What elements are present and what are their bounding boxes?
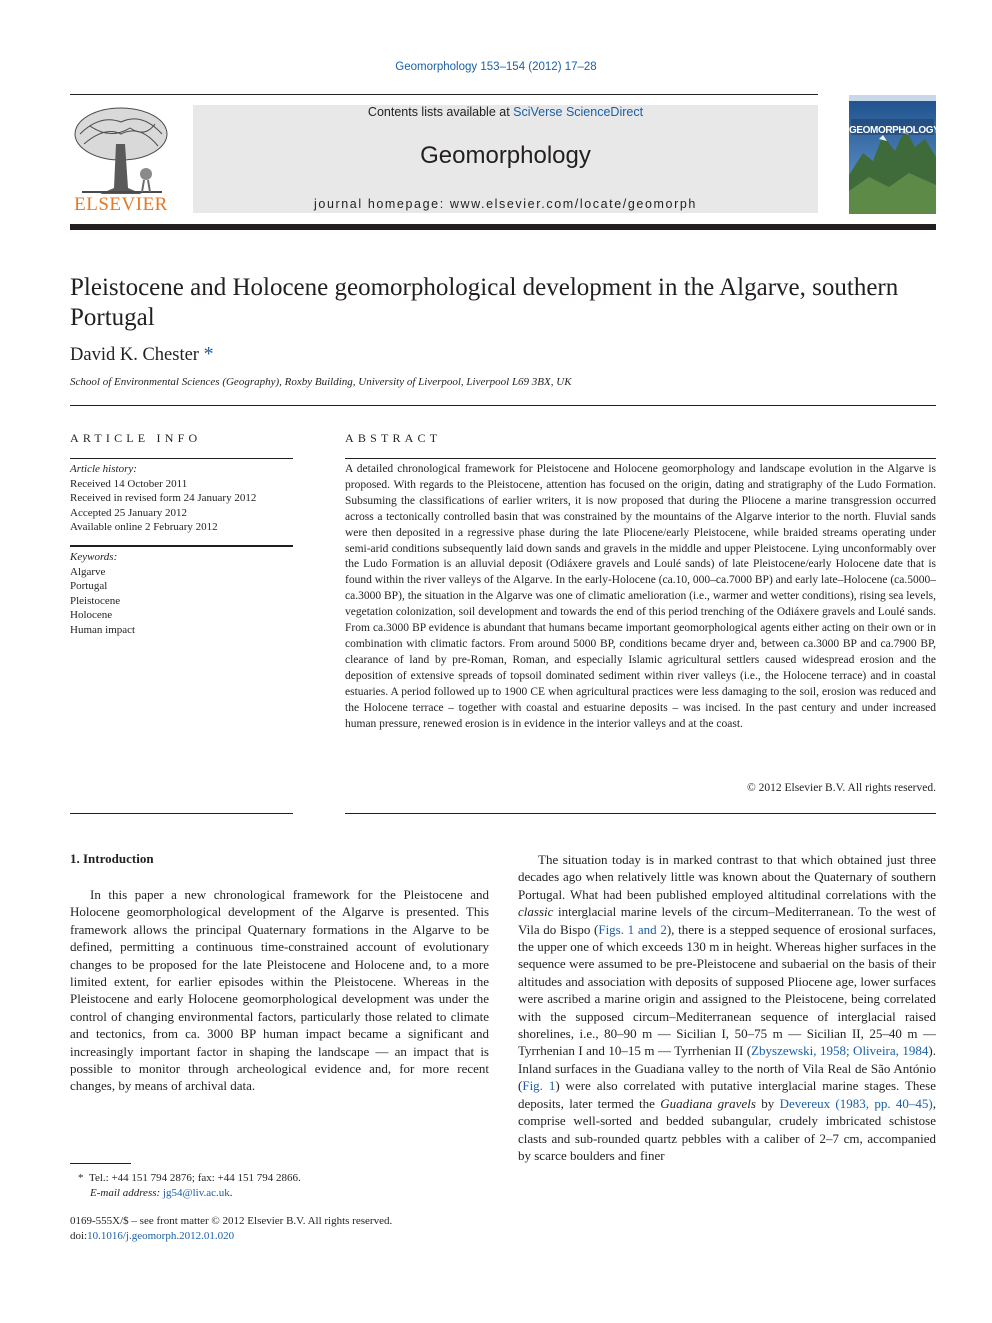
abstract-heading: ABSTRACT [345, 431, 442, 445]
footnote-email-suffix: . [229, 1187, 233, 1199]
history-item: Received 14 October 2011 [70, 477, 188, 490]
journal-citation-link[interactable] [0, 61, 992, 73]
issn-line: 0169-555X/$ – see front matter © 2012 Elsevier B.V. All rights reserved. [70, 1215, 393, 1227]
title-divider [70, 405, 936, 406]
journal-homepage-link[interactable]: journal homepage: www.elsevier.com/locate/geomorph [314, 197, 697, 211]
figure-reference-link[interactable]: Figs. 1 and 2 [598, 921, 667, 937]
footnote-mark: * [78, 1172, 84, 1184]
journal-cover-title: GEOMORPHOLOGY [849, 125, 940, 136]
keyword-item: Human impact [70, 623, 136, 636]
contents-available-line [193, 105, 818, 119]
history-divider [70, 545, 293, 547]
keyword-item: Portugal [70, 580, 108, 592]
elsevier-wordmark: ELSEVIER [74, 194, 168, 215]
body-text-run: , comprise well-sorted and bedded subangular, crudely imbricated schistose clasts and sub-rounded quartz pebbles with a caliber of 2–7 cm, accompanied by scarce boulders and finer [518, 1095, 937, 1163]
figure-reference-link[interactable]: Fig. 1 [522, 1078, 556, 1094]
author-line [70, 343, 214, 366]
body-text-run: by [755, 1095, 780, 1111]
introduction-paragraph-2 [518, 851, 936, 1164]
abstract-rule [345, 458, 936, 459]
introduction-paragraph-1: In this paper a new chronological framework for the Pleistocene and Holocene geomorphological development of the Algarve is presented. This framework allows the principal Quaternary formations in the Algarve to be defined, permitting a continuous time-constrained account of evolutionary changes to be proposed for the late Pleistocene and Holocene and, to a more limited extent, for earlier episodes within the Pleistocene. Whereas in the Pleistocene and early Holocene geomorphological development was under the control of changing environmental factors, particularly those related to climate and tectonics, from ca. 3000 BP human impact became a significant and increasingly important factor in shaping the landscape — an impact that is possible to monitor through archeological evidence and, for more recent changes, by means of archival data. [70, 887, 489, 1094]
history-label: Article history: [70, 463, 137, 475]
keyword-item: Pleistocene [70, 594, 121, 607]
article-info-bottom-rule [70, 813, 293, 814]
body-text-run: ) were also correlated with putative interglacial marine stages. These deposits, later termed the [518, 1078, 936, 1111]
keywords-label: Keywords: [70, 551, 118, 563]
citation-reference-link[interactable]: Devereux (1983, pp. 40–45) [779, 1095, 933, 1111]
abstract-text: A detailed chronological framework for Pleistocene and Holocene geomorphology and landscape evolution in the Algarve is proposed. With regards to the Pleistocene, attention has focused on the origin, dating and stratigraphy of the Ludo Formation. Subsuming the classifications of earlier writers, it is now proposed that during the Pliocene a marine transgression occurred across a tectonically controlled basin that was constrained by the mountains of the Algarve interior to the north. Fluvial sands were then deposited in a regressive phase during the late Pliocene/early Pleistocene, while braided streams operating under semi-arid conditions subsequently laid down sands and gravels in the middle and upper Pleistocene. Lying unconformably over the Ludo Formation is an alluvial deposit (Odiáxere gravels and Loulé sands) of late Pleistocene/early Holocene date that is found within the river valleys of the Algarve. In the early-Holocene (ca.10, 000–ca.7000 BP) and early late–Holocene (ca.5000–ca.3000 BP), the situation in the Algarve was one of climatic amelioration (i.e., warmer and wetter conditions), rising sea levels, vegetation colonization, soil development and towards the end of this period trenching of the Odiáxere gravels and Loulé sands. From ca.3000 BP evidence is abundant that humans became important geomorphological agents either acting on their own or in combination with climatic factors. From around 5000 BP, conditions became dryer and, between ca.3000 BP and ca.7900 BP, clearance of land by pre-Roman, Roman, and especially Islamic agricultural settlers caused widespread erosion and the deposition of extensive spreads of topsoil dominated sediment within river valleys (i.e., the Holocene terrace) and in coastal estuaries. A period followed up to 1900 CE when agricultural practices were less damaging to the soil, erosion was reduced and the Holocene terrace – together with coastal and estuarine deposits – was incised. In the past century and under increased human pressure, renewed erosion is in evidence in the interior valleys and at the coast. [345, 463, 936, 730]
keyword-item: Algarve [70, 565, 106, 578]
contents-prefix: Contents lists available at [367, 105, 514, 119]
footnote-email-label: E-mail address: [90, 1187, 161, 1199]
doi-link[interactable]: 10.1016/j.geomorph.2012.01.020 [87, 1230, 235, 1242]
journal-cover-image [849, 95, 940, 214]
history-item: Available online 2 February 2012 [70, 521, 218, 533]
article-info-rule [70, 458, 293, 459]
masthead-top-rule [70, 94, 818, 95]
author-name: David K. Chester [70, 345, 199, 365]
masthead-bottom-rule [70, 224, 936, 230]
keywords-list [70, 550, 293, 637]
footnote-phone: Tel.: +44 151 794 2876; fax: +44 151 794 2866. [89, 1172, 301, 1184]
body-italic-run: classic [518, 904, 554, 920]
journal-cover-icon [849, 95, 940, 214]
doi-label: doi: [70, 1230, 88, 1242]
history-item: Accepted 25 January 2012 [70, 506, 187, 519]
front-matter [70, 1214, 489, 1244]
footnote-email-line [70, 1186, 489, 1201]
footnote-rule [70, 1163, 131, 1164]
history-item: Received in revised form 24 January 2012 [70, 492, 257, 504]
article-title: Pleistocene and Holocene geomorphological development in the Algarve, southern Portugal [70, 274, 899, 331]
section-heading-introduction: 1. Introduction [70, 851, 154, 866]
journal-name: Geomorphology [420, 142, 591, 169]
author-affiliation: School of Environmental Sciences (Geography), Roxby Building, University of Liverpool, Liverpool L69 3BX, UK [70, 376, 572, 388]
body-text-run: interglacial marine levels of the circum–Mediterranean. To the west of Vila do Bispo ( [518, 904, 936, 937]
body-italic-run: Guadiana gravels [660, 1095, 756, 1111]
citation-text[interactable]: Geomorphology 153–154 (2012) 17–28 [395, 61, 597, 73]
article-info-heading: ARTICLE INFO [70, 431, 202, 445]
footnote-email-link[interactable]: jg54@liv.ac.uk [162, 1187, 230, 1199]
sciencedirect-link[interactable]: SciVerse ScienceDirect [513, 105, 644, 119]
keyword-item: Holocene [70, 609, 113, 621]
footnote-contact-line [70, 1171, 489, 1186]
citation-reference-link[interactable]: Zbyszewski, 1958; Oliveira, 1984 [751, 1043, 929, 1059]
body-text-run: The situation today is in marked contrast to that which obtained just three decades ago when relatively little was known about the Quaternary of southern Portugal. What had been published employed altitudinal correlations with the [518, 852, 936, 902]
article-history [70, 462, 293, 535]
body-text-run: ). Inland surfaces in the Guadiana valley to the north of Vila Real de São António ( [518, 1043, 936, 1094]
abstract-bottom-rule [345, 813, 936, 814]
doi-line [70, 1229, 489, 1244]
corresponding-author-mark[interactable]: * [203, 343, 214, 365]
corresponding-author-footnote [70, 1171, 489, 1201]
elsevier-tree-icon [70, 104, 172, 196]
abstract-copyright: © 2012 Elsevier B.V. All rights reserved. [747, 782, 936, 794]
body-text-run: ), there is a stepped sequence of erosional surfaces, the upper one of which exceeds 130 m in height. Whereas higher surfaces in the sequence were assumed to be pre-Pleistocene and subaerial on the basis of their altitudes and association with deposits of supposed Pliocene age, lower surfaces were ascribed a marine origin and assigned to the Pleistocene, being correlated with the supposed circum–Mediterranean sequence of interglacial raised shorelines, i.e., 80–90 m — Sicilian I, 50–75 m — Sicilian II, 25–40 m — Tyrrhenian I and 10–15 m — Tyrrhenian II ( [518, 921, 936, 1059]
